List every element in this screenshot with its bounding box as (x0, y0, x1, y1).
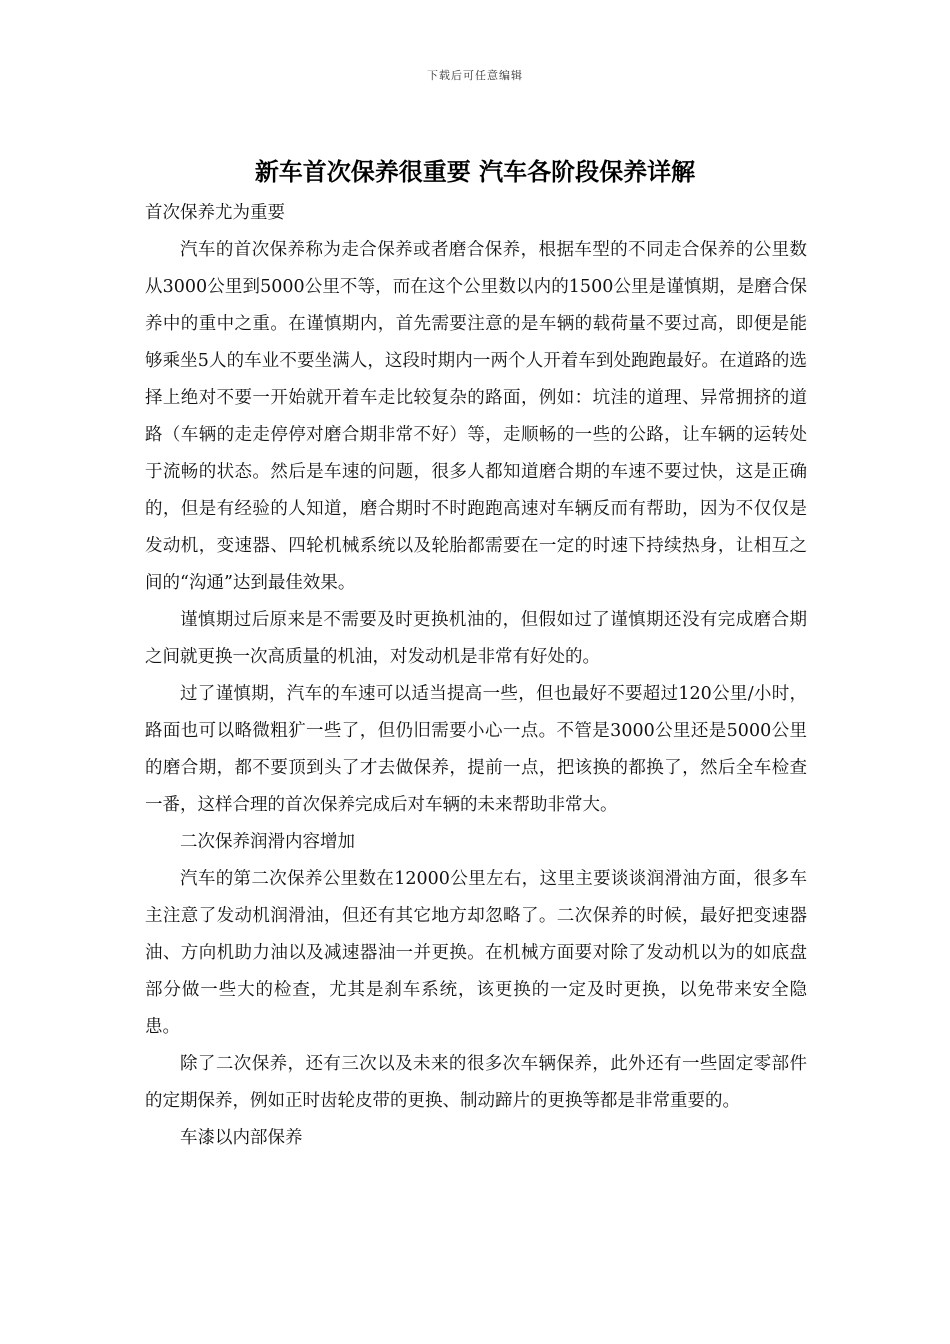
section-heading-second-maintenance: 二次保养润滑内容增加 (180, 832, 355, 852)
document-title: 新车首次保养很重要 汽车各阶段保养详解 (254, 157, 696, 186)
header-note: 下载后可任意编辑 (427, 69, 523, 82)
section-heading-paint-interior: 车漆以内部保养 (180, 1128, 303, 1148)
document-body (145, 195, 807, 1157)
paragraph-second-maintenance-1: 汽车的第二次保养公里数在12000公里左右，这里主要谈谈润滑油方面，很多车主注意了发动机润滑油，但还有其它地方却忽略了。二次保养的时候，最好把变速器油、方向机助力油以及减速器油一并更换。在机械方面要对除了发动机以为的如底盘部分做一些大的检查，尤其是刹车系统，该更换的一定及时更换，以免带来安全隐患。 (145, 869, 807, 1037)
paragraph-first-maintenance-3: 过了谨慎期，汽车的车速可以适当提高一些，但也最好不要超过120公里/小时，路面也可以略微粗犷一些了，但仍旧需要小心一点。不管是3000公里还是5000公里的磨合期，都不要顶到头了才去做保养，提前一点，把该换的都换了，然后全车检查一番，这样合理的首次保养完成后对车辆的未来帮助非常大。 (145, 684, 807, 815)
paragraph-first-maintenance-2: 谨慎期过后原来是不需要及时更换机油的，但假如过了谨慎期还没有完成磨合期之间就更换一次高质量的机油，对发动机是非常有好处的。 (145, 610, 807, 667)
section-heading-first-maintenance: 首次保养尤为重要 (145, 203, 285, 223)
paragraph-second-maintenance-2: 除了二次保养，还有三次以及未来的很多次车辆保养，此外还有一些固定零部件的定期保养，例如正时齿轮皮带的更换、制动蹄片的更换等都是非常重要的。 (145, 1054, 807, 1111)
paragraph-first-maintenance-1: 汽车的首次保养称为走合保养或者磨合保养，根据车型的不同走合保养的公里数从3000公里到5000公里不等，而在这个公里数以内的1500公里是谨慎期，是磨合保养中的重中之重。在谨慎期内，首先需要注意的是车辆的载荷量不要过高，即便是能够乘坐5人的车业不要坐满人，这段时期内一两个人开着车到处跑跑最好。在道路的选择上绝对不要一开始就开着车走比较复杂的路面，例如：坑洼的道理、异常拥挤的道路（车辆的走走停停对磨合期非常不好）等，走顺畅的一些的公路，让车辆的运转处于流畅的状态。然后是车速的问题，很多人都知道磨合期的车速不要过快，这是正确的，但是有经验的人知道，磨合期时不时跑跑高速对车辆反而有帮助，因为不仅仅是发动机，变速器、四轮机械系统以及轮胎都需要在一定的时速下持续热身，让相互之间的“沟通”达到最佳效果。 (145, 240, 807, 593)
